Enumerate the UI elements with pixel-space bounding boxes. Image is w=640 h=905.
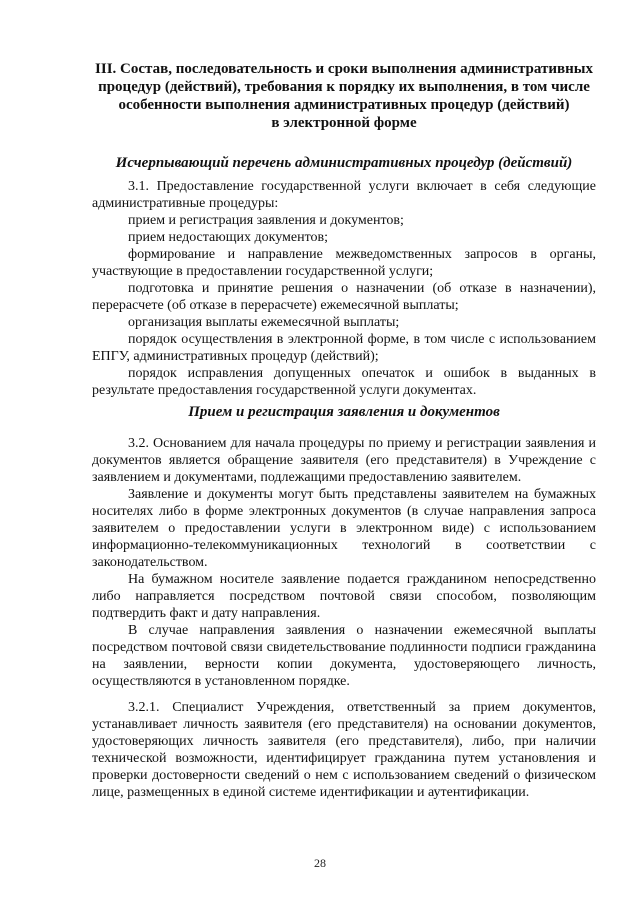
paragraph: Заявление и документы могут быть представлены заявителем на бумажных носителях либо в форме электронных документов (в случае направления запроса заявителем о предоставлении услуги в электронном виде) с использованием информационно-телекоммуникационных технологий в соответствии с законодательством. — [92, 487, 596, 570]
paragraph: На бумажном носителе заявление подается гражданином непосредственно либо направляется посредством почтовой связи способом, позволяющим подтвердить факт и дату направления. — [92, 572, 596, 621]
section-title-line: процедур (действий), требования к порядку их выполнения, в том числе — [98, 79, 590, 95]
subsection-title-reception: Прием и регистрация заявления и документов — [188, 404, 500, 420]
list-item: прием и регистрация заявления и документов; — [128, 213, 404, 228]
subsection-title-procedures-list: Исчерпывающий перечень административных процедур (действий) — [115, 155, 573, 171]
list-item: организация выплаты ежемесячной выплаты; — [128, 315, 400, 330]
section-title-line: III. Состав, последовательность и сроки выполнения административных — [95, 61, 593, 77]
paragraph-3-2-1: 3.2.1. Специалист Учреждения, ответственный за прием документов, устанавливает личность заявителя (его представителя) на основании документов, удостоверяющих личность заявителя (его представителя), либо, при наличии технической возможности, идентифицирует гражданина путем установления и проверки достоверности сведений о нем с использованием сведений о физическом лице, размещенных в единой системе идентификации и аутентификации. — [92, 700, 596, 800]
paragraph: В случае направления заявления о назначении ежемесячной выплаты посредством почтовой связи свидетельствование подлинности подписи гражданина на заявлении, верности копии документа, удостоверяющего личность, осуществляются в установленном порядке. — [92, 623, 596, 689]
page-number: 28 — [314, 856, 326, 870]
list-item: порядок осуществления в электронной форме, в том числе с использованием ЕПГУ, административных процедур (действий); — [92, 332, 596, 364]
list-item: подготовка и принятие решения о назначении (об отказе в назначении), перерасчете (об отказе в перерасчете) ежемесячной выплаты; — [92, 281, 596, 313]
page-content — [92, 60, 596, 801]
list-item: порядок исправления допущенных опечаток и ошибок в выданных в результате предоставления государственной услуги документах. — [92, 366, 596, 398]
section-title-line: в электронной форме — [271, 115, 417, 131]
section-title-line: особенности выполнения административных процедур (действий) — [118, 97, 570, 113]
section-title — [92, 60, 596, 132]
list-item: прием недостающих документов; — [128, 230, 329, 245]
paragraph-3-2: 3.2. Основанием для начала процедуры по приему и регистрации заявления и документов является обращение заявителя (его представителя) в Учреждение с заявлением и документами, подлежащими предоставлению заявителем. — [92, 436, 596, 485]
paragraph-3-1: 3.1. Предоставление государственной услуги включает в себя следующие административные процедуры: — [92, 179, 596, 211]
list-item: формирование и направление межведомственных запросов в органы, участвующие в предоставлении государственной услуги; — [92, 247, 596, 279]
